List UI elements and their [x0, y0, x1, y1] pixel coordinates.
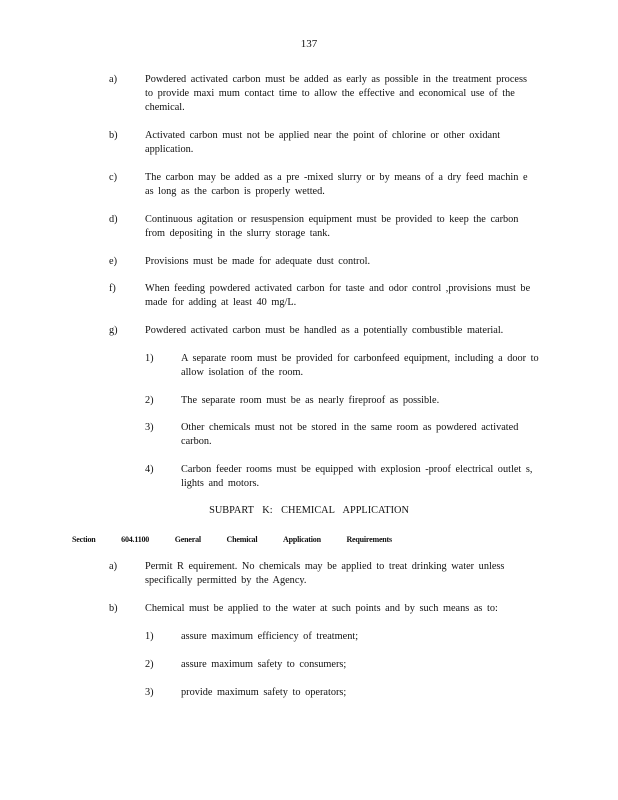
item-label: 2) [145, 659, 154, 670]
item-text: Carbon feeder rooms must be equipped with explosion -proof electrical outlet s, lights and motors. [181, 464, 533, 489]
item-label: 3) [145, 422, 154, 433]
item-text: Chemical must be applied to the water at such points and by such means as to: [145, 603, 498, 614]
item-text: When feeding powdered activated carbon for taste and odor control ,provisions must be made for adding at least 40 mg/L. [145, 283, 531, 308]
item-label: g) [109, 325, 118, 336]
item-label: 1) [145, 631, 154, 642]
item-label: a) [109, 561, 117, 572]
item-text: assure maximum efficiency of treatment; [181, 631, 359, 642]
subpart-heading: SUBPART K: CHEMICAL APPLICATION [209, 505, 409, 516]
item-text: Permit R equirement. No chemicals may be applied to treat drinking water unless specifically permitted by the Agency. [145, 561, 505, 586]
page-number: 137 [300, 38, 318, 50]
item-label: f) [109, 283, 116, 294]
item-text: The carbon may be added as a pre -mixed slurry or by means of a dry feed machin e as long as the carbon is properly wetted. [145, 172, 528, 197]
item-text: Activated carbon must not be applied near the point of chlorine or other oxidant application. [145, 130, 501, 155]
section-title-word: General [174, 535, 201, 544]
item-label: a) [109, 74, 117, 85]
section-number: 604.1100 [121, 535, 150, 544]
item-text: A separate room must be provided for carbonfeed equipment, including a door to allow isolation of the room. [181, 353, 539, 378]
item-text: Powdered activated carbon must be added as early as possible in the treatment process to provide maxi mum contact time to allow the effective and economical use of the chemical. [145, 74, 527, 113]
item-label: c) [109, 172, 117, 183]
item-label: b) [109, 130, 118, 141]
item-label: d) [109, 214, 118, 225]
item-text: assure maximum safety to consumers; [181, 659, 347, 670]
item-label: b) [109, 603, 118, 614]
section-heading [72, 533, 392, 547]
item-label: 3) [145, 687, 154, 698]
section-word: Section [72, 535, 96, 544]
item-label: 2) [145, 395, 154, 406]
section-title-word: Chemical [226, 535, 258, 544]
item-text: Other chemicals must not be stored in the same room as powdered activated carbon. [181, 422, 519, 447]
section-title-word: Application [283, 535, 321, 544]
item-text: Provisions must be made for adequate dust control. [145, 256, 371, 267]
item-label: e) [109, 256, 117, 267]
item-text: provide maximum safety to operators; [181, 687, 347, 698]
item-text: Continuous agitation or resuspension equipment must be provided to keep the carbon from depositing in the slurry storage tank. [145, 214, 519, 239]
section-title-word: Requirements [346, 535, 392, 544]
item-label: 4) [145, 464, 154, 475]
item-text: Powdered activated carbon must be handled as a potentially combustible material. [145, 325, 504, 336]
item-label: 1) [145, 353, 154, 364]
item-text: The separate room must be as nearly fireproof as possible. [181, 395, 440, 406]
